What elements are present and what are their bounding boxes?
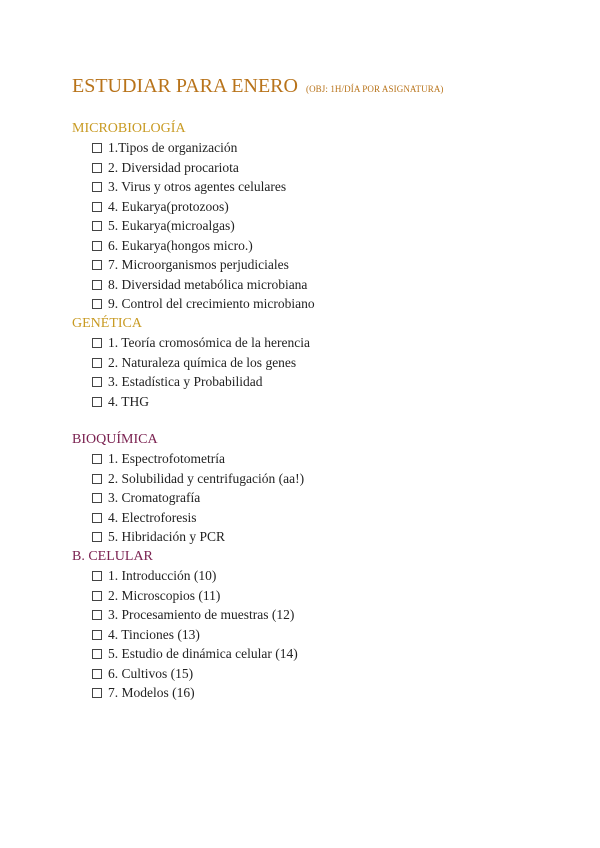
checklist-item <box>92 139 600 159</box>
checkbox-icon[interactable] <box>92 143 102 153</box>
checklist-item-label: 8. Diversidad metabólica microbiana <box>108 276 308 292</box>
checkbox-icon[interactable] <box>92 571 102 581</box>
checklist-item-label: 1. Espectrofotometría <box>108 451 225 467</box>
checklist-item <box>92 236 600 256</box>
checklist-item-label: 5. Hibridación y PCR <box>108 529 225 545</box>
section-heading: BIOQUÍMICA <box>72 432 158 447</box>
section-genetica <box>0 314 600 412</box>
document-title <box>72 74 444 101</box>
checklist-item <box>92 353 600 373</box>
checklist-item <box>92 469 600 489</box>
checklist-item-label: 3. Estadística y Probabilidad <box>108 374 263 390</box>
title-subtitle: (OBJ: 1H/DÍA POR ASIGNATURA) <box>305 84 444 94</box>
checklist-item-label: 1. Teoría cromosómica de la herencia <box>108 335 310 351</box>
checklist-item-label: 6. Cultivos (15) <box>108 665 194 681</box>
checklist-item <box>92 392 600 412</box>
checkbox-icon[interactable] <box>92 454 102 464</box>
checklist-item <box>92 334 600 354</box>
checklist-item <box>92 295 600 315</box>
checklist-item <box>92 567 600 587</box>
section-heading: GENÉTICA <box>72 316 142 331</box>
checklist-item-label: 4. THG <box>108 393 150 409</box>
checkbox-icon[interactable] <box>92 513 102 523</box>
checkbox-icon[interactable] <box>92 649 102 659</box>
checkbox-icon[interactable] <box>92 630 102 640</box>
checkbox-icon[interactable] <box>92 377 102 387</box>
checklist-item-label: 2. Solubilidad y centrifugación (aa!) <box>108 470 305 486</box>
checkbox-icon[interactable] <box>92 260 102 270</box>
checklist-item <box>92 508 600 528</box>
checklist-item-label: 2. Naturaleza química de los genes <box>108 354 297 370</box>
section-microbiologia <box>0 119 600 314</box>
section-heading: MICROBIOLOGÍA <box>72 121 186 136</box>
checklist <box>0 334 600 412</box>
checkbox-icon[interactable] <box>92 299 102 309</box>
checklist-item <box>92 586 600 606</box>
checklist-item-label: 3. Procesamiento de muestras (12) <box>108 607 295 623</box>
checklist-item <box>92 625 600 645</box>
checkbox-icon[interactable] <box>92 241 102 251</box>
checklist-item-label: 4. Electroforesis <box>108 509 197 525</box>
checkbox-icon[interactable] <box>92 474 102 484</box>
checklist-item-label: 3. Virus y otros agentes celulares <box>108 179 287 195</box>
checklist-item-label: 7. Modelos (16) <box>108 685 195 701</box>
checklist-item <box>92 528 600 548</box>
checklist-item-label: 3. Cromatografía <box>108 490 201 506</box>
checklist-item <box>92 645 600 665</box>
checkbox-icon[interactable] <box>92 182 102 192</box>
checklist-item <box>92 178 600 198</box>
checklist-item-label: 1. Introducción (10) <box>108 568 217 584</box>
checkbox-icon[interactable] <box>92 338 102 348</box>
checklist-item <box>92 489 600 509</box>
checkbox-icon[interactable] <box>92 610 102 620</box>
checklist-item-label: 7. Microorganismos perjudiciales <box>108 257 289 273</box>
checklist-item <box>92 684 600 704</box>
checklist <box>0 567 600 704</box>
checkbox-icon[interactable] <box>92 493 102 503</box>
checkbox-icon[interactable] <box>92 532 102 542</box>
checklist-item-label: 4. Tinciones (13) <box>108 626 200 642</box>
checkbox-icon[interactable] <box>92 688 102 698</box>
checklist-item <box>92 606 600 626</box>
checkbox-icon[interactable] <box>92 669 102 679</box>
checklist-item <box>92 275 600 295</box>
checklist <box>0 450 600 548</box>
checkbox-icon[interactable] <box>92 591 102 601</box>
section-b-celular <box>0 547 600 703</box>
checklist-item-label: 4. Eukarya(protozoos) <box>108 198 229 214</box>
checklist-item <box>92 197 600 217</box>
checklist-item-label: 5. Eukarya(microalgas) <box>108 218 235 234</box>
checklist-item-label: 2. Microscopios (11) <box>108 587 221 603</box>
checklist <box>0 139 600 315</box>
title-main: ESTUDIAR PARA ENERO <box>72 75 298 97</box>
checkbox-icon[interactable] <box>92 163 102 173</box>
checklist-item <box>92 217 600 237</box>
checkbox-icon[interactable] <box>92 358 102 368</box>
checklist-item-label: 2. Diversidad procariota <box>108 159 239 175</box>
checkbox-icon[interactable] <box>92 397 102 407</box>
section-heading: B. CELULAR <box>72 549 153 564</box>
checkbox-icon[interactable] <box>92 221 102 231</box>
checklist-item <box>92 158 600 178</box>
checkbox-icon[interactable] <box>92 280 102 290</box>
checklist-item-label: 9. Control del crecimiento microbiano <box>108 296 315 312</box>
checklist-item <box>92 664 600 684</box>
section-bioquimica <box>0 430 600 547</box>
checklist-item-label: 6. Eukarya(hongos micro.) <box>108 237 253 253</box>
checklist-item <box>92 373 600 393</box>
checklist-item <box>92 256 600 276</box>
checklist-item-label: 1.Tipos de organización <box>108 140 238 156</box>
checkbox-icon[interactable] <box>92 202 102 212</box>
checklist-item-label: 5. Estudio de dinámica celular (14) <box>108 646 298 662</box>
checklist-item <box>92 450 600 470</box>
